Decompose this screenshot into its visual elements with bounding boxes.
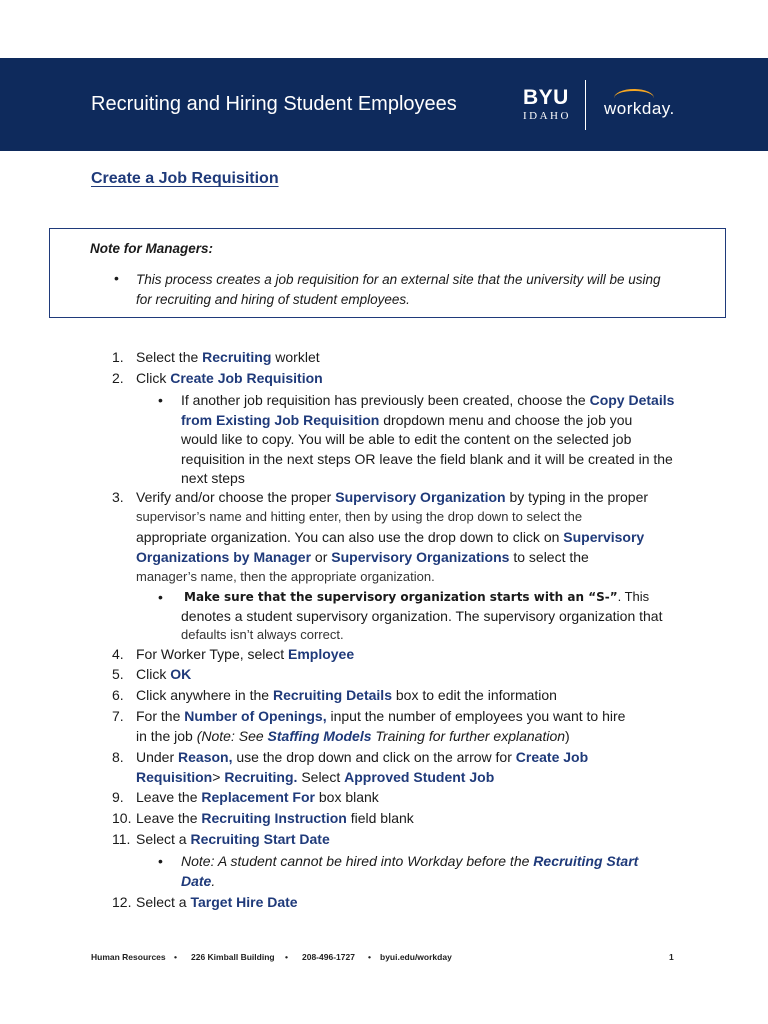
step-number: 8. [112,749,124,765]
logo-divider [585,80,586,130]
step-8: Requisition> Recruiting. Select Approved Student Job [136,769,495,785]
workday-logo: workday. [604,99,675,118]
step-number: 12. [112,894,132,910]
document-title: Recruiting and Hiring Student Employees [91,93,457,115]
step-number: 9. [112,789,124,805]
header-banner [0,58,768,151]
bullet-icon: • [114,270,119,286]
step-number: 5. [112,666,124,682]
footer-separator: • [174,952,177,962]
manager-note-box [49,228,726,318]
page-number: 1 [669,952,674,962]
step-6: Click anywhere in the Recruiting Details box to edit the information [136,687,557,703]
bullet-icon: • [158,853,163,869]
idaho-logo-text: IDAHO [523,110,571,122]
step-number: 11. [112,831,131,847]
step-3: manager’s name, then the appropriate organization. [136,569,435,584]
step-2-sub: next steps [181,470,245,486]
step-1: Select the Recruiting worklet [136,349,320,365]
footer-building: 226 Kimball Building [191,952,275,962]
footer-phone: 208-496-1727 [302,952,355,962]
step-2-sub: from Existing Job Requisition dropdown menu and choose the job you [181,412,633,428]
step-2: Click Create Job Requisition [136,370,323,386]
step-3-sub: defaults isn’t always correct. [181,627,344,642]
note-text: This process creates a job requisition for an external site that the university will be using for recruiting and hiring of student employees. [136,272,661,307]
step-3: appropriate organization. You can also use the drop down to click on Supervisory [136,529,645,545]
step-number: 2. [112,370,124,386]
step-number: 1. [112,349,124,365]
bullet-icon: • [158,589,163,605]
step-7: in the job (Note: See Staffing Models Training for further explanation) [136,728,570,744]
footer-url[interactable]: byui.edu/workday [380,952,452,962]
step-number: 4. [112,646,124,662]
byu-logo: BYU [523,86,569,109]
step-number: 10. [112,810,132,826]
step-3: supervisor’s name and hitting enter, then by using the drop down to select the [136,509,583,524]
step-3-sub: Make sure that the supervisory organization starts with an “S-”. This [184,589,650,604]
step-11: Select a Recruiting Start Date [136,831,330,847]
bullet-icon: • [158,392,163,408]
step-number: 3. [112,489,124,505]
footer-dept: Human Resources [91,952,166,962]
step-number: 7. [112,708,124,724]
step-11-sub: Note: A student cannot be hired into Workday before the Recruiting Start [181,853,639,869]
step-7: For the Number of Openings, input the number of employees you want to hire [136,708,626,724]
step-12: Select a Target Hire Date [136,894,298,910]
step-5: Click OK [136,666,192,682]
step-11-sub: Date. [181,873,216,889]
step-number: 6. [112,687,124,703]
step-3-sub: denotes a student supervisory organization. The supervisory organization that [181,608,663,624]
step-4: For Worker Type, select Employee [136,646,355,662]
footer-separator: • [368,952,371,962]
step-2-sub: would like to copy. You will be able to edit the content on the selected job [181,431,632,447]
step-9: Leave the Replacement For box blank [136,789,379,805]
step-3: Verify and/or choose the proper Supervisory Organization by typing in the proper [136,489,649,505]
step-2-sub: requisition in the next steps OR leave the field blank and it will be created in the [181,451,673,467]
footer-separator: • [285,952,288,962]
step-2-sub: If another job requisition has previously been created, choose the Copy Details [181,392,675,408]
step-3: Organizations by Manager or Supervisory Organizations to select the [136,549,589,565]
note-heading: Note for Managers: [90,241,214,256]
section-title: Create a Job Requisition [91,170,279,187]
step-10: Leave the Recruiting Instruction field blank [136,810,414,826]
step-8: Under Reason, use the drop down and click on the arrow for Create Job [136,749,589,765]
